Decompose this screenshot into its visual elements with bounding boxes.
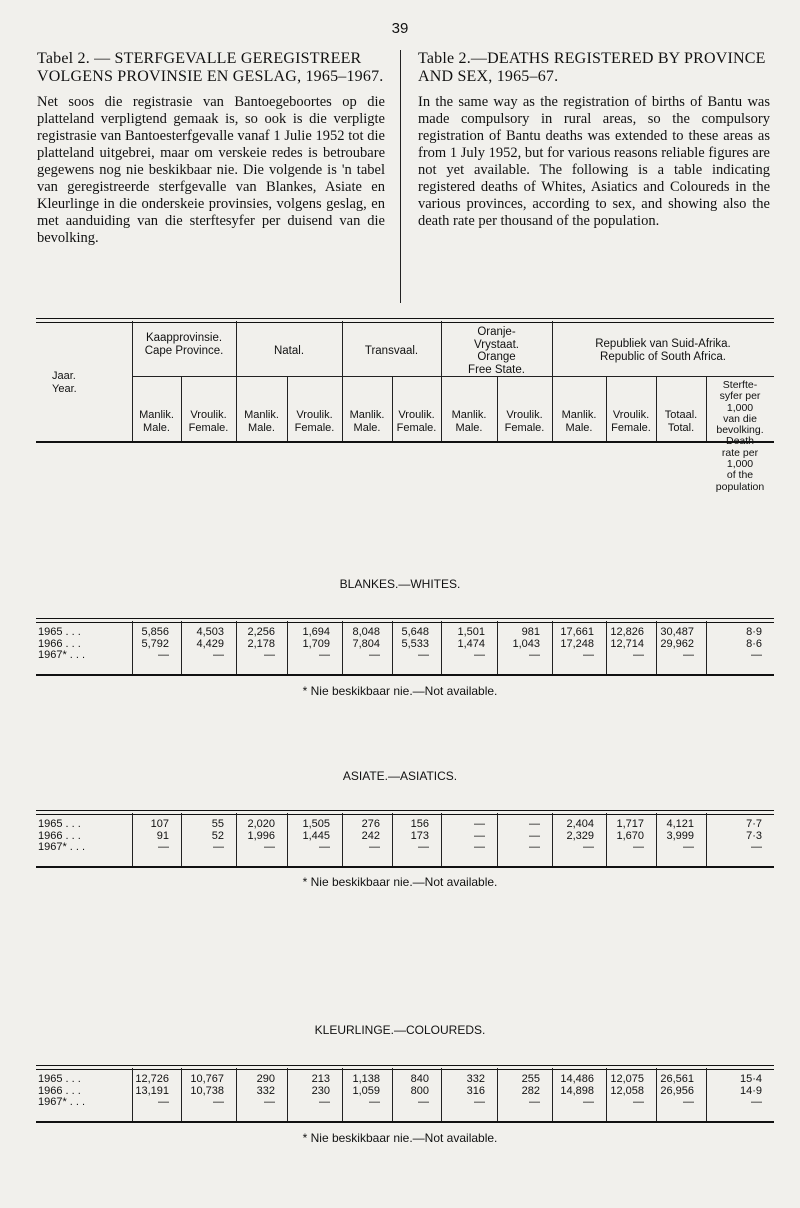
table-bottom-rule [36, 866, 774, 868]
table-cell: 52 [211, 829, 224, 842]
province-group-line: Orange [477, 351, 516, 363]
table-cell: 981 [521, 626, 540, 638]
province-group-header [236, 345, 342, 358]
row-year: 1967* . . . [38, 841, 86, 853]
table-cell: 17,661 [560, 626, 594, 638]
table-cell: 13,191 [135, 1084, 169, 1097]
column-header [287, 409, 342, 434]
section-title: BLANKES.—WHITES. [339, 577, 461, 591]
english-paragraph: In the same way as the registration of births of Bantu was made compulsory in rural areas, so the compulsory registration of Bantu deaths was extended to these areas as from 1 July 1952, but for various reasons reliable figures are not yet available. The following is a table indicating registered deaths of Whites, Asiatics and Coloureds in the various provinces, according to sex, and showing also the death rate per thousand of the population. [418, 94, 770, 229]
table-cell: — [751, 1096, 762, 1108]
column-header [236, 409, 287, 434]
data-table [36, 1065, 774, 1123]
column-divider [400, 50, 401, 303]
table-cell: — [583, 1096, 594, 1108]
table-cell: — [633, 1096, 644, 1108]
table-cell: 2,020 [247, 818, 275, 830]
footnote: * Nie beskikbaar nie.—Not available. [302, 1131, 498, 1145]
row-year: 1967* . . . [38, 649, 86, 661]
column-header-line: Male. [143, 421, 170, 434]
column-header-line: Sterfte- [722, 379, 758, 391]
table-cell: 332 [466, 1073, 485, 1085]
column-header [497, 409, 552, 434]
table-cell: 2,178 [247, 637, 275, 650]
table-cell: — [751, 841, 762, 853]
table-cell: 30,487 [660, 626, 694, 638]
table-cell: 5,648 [401, 626, 429, 638]
column-header [656, 409, 706, 434]
table-cell: 3,999 [666, 829, 694, 842]
province-group-line: Kaapprovinsie. [145, 332, 223, 344]
column-header-line: Vroulik. [506, 409, 543, 421]
table-cell: 156 [410, 818, 429, 830]
column-header-line: Vroulik. [296, 409, 333, 421]
table-cell: 107 [150, 818, 169, 830]
table-cell: 10,767 [190, 1073, 224, 1085]
province-group-line: Natal. [273, 345, 305, 357]
table-cell: 1,717 [616, 818, 644, 830]
table-cell: — [474, 649, 485, 661]
table-cell: — [474, 818, 485, 830]
province-group-line: Transvaal. [364, 345, 419, 357]
table-cell: — [264, 649, 275, 661]
province-group-line: Vrystaat. [474, 338, 519, 351]
column-header-line: Manlik. [244, 409, 279, 421]
table-cell: — [369, 841, 380, 853]
table-cell: 4,503 [196, 626, 224, 638]
page-number: 39 [391, 20, 409, 37]
column-header-line: 1,000 [726, 401, 754, 414]
table-cell: 1,474 [457, 637, 485, 650]
column-header-line: Vroulik. [190, 409, 227, 421]
column-header-line: Male. [353, 421, 381, 434]
row-year: 1965 . . . [38, 1073, 81, 1085]
table-cell: 8·6 [746, 637, 762, 650]
table-cell: — [418, 841, 429, 853]
table-cell: 8·9 [746, 626, 762, 638]
afrikaans-heading: Tabel 2. — STERFGEVALLE GEREGISTREER VOLGENS PROVINSIE EN GESLAG, 1965–1967. [37, 50, 384, 85]
table-cell: 1,996 [247, 829, 275, 842]
table-cell: — [158, 841, 169, 853]
table-cell: — [529, 649, 540, 661]
table-cell: — [683, 649, 694, 661]
table-top-rule [36, 810, 774, 815]
table-cell: 12,826 [610, 626, 644, 638]
table-cell: — [213, 649, 224, 661]
table-cell: — [158, 649, 169, 661]
column-header [552, 409, 606, 434]
province-group-header [441, 326, 552, 376]
table-cell: 173 [410, 829, 429, 842]
english-heading: Table 2.—DEATHS REGISTERED BY PROVINCE AND SEX, 1965–67. [418, 50, 766, 85]
province-group-line: Free State. [468, 363, 525, 376]
table-cell: 282 [521, 1084, 540, 1097]
table-cell: — [369, 649, 380, 661]
column-header-line: 1,000 [726, 458, 754, 471]
row-year: 1966 . . . [38, 637, 81, 650]
column-header-line: van die [723, 412, 757, 425]
table-cell: — [683, 841, 694, 853]
table-cell: 2,404 [566, 818, 594, 830]
table-cell: — [158, 1096, 169, 1108]
table-cell: 10,738 [190, 1084, 224, 1097]
column-header-line: Manlik. [349, 409, 385, 421]
table-cell: 840 [410, 1073, 429, 1085]
table-cell: 4,429 [196, 637, 224, 650]
table-cell: 91 [156, 829, 169, 842]
section-title: ASIATE.—ASIATICS. [342, 769, 458, 783]
row-year: 1967* . . . [38, 1096, 86, 1108]
table-cell: 15·4 [739, 1073, 762, 1085]
table-cell: 14,898 [560, 1084, 594, 1097]
table-cell: 2,329 [566, 829, 594, 842]
table-top-rule [36, 1065, 774, 1070]
table-cell: 1,445 [302, 829, 330, 842]
table-cell: 316 [466, 1084, 485, 1097]
table-cell: 276 [361, 818, 380, 830]
table-cell: 26,956 [660, 1084, 694, 1097]
province-group-line: Oranje- [477, 326, 516, 338]
data-table [36, 618, 774, 676]
row-year: 1965 . . . [38, 626, 81, 638]
table-cell: — [529, 829, 540, 842]
table-cell: — [418, 1096, 429, 1108]
column-header-line: Male. [455, 421, 483, 434]
table-cell: 7·7 [746, 818, 762, 830]
row-year: 1966 . . . [38, 1084, 81, 1097]
table-cell: — [474, 1096, 485, 1108]
table-cell: — [683, 1096, 694, 1108]
table-cell: — [319, 1096, 330, 1108]
column-header-line: bevolking. [716, 424, 764, 437]
table-cell: 8,048 [352, 626, 380, 638]
table-cell: 14,486 [560, 1073, 594, 1085]
column-header-line: population [715, 480, 765, 493]
province-group-header [342, 345, 441, 358]
column-header-line: Manlik. [451, 409, 487, 421]
english-column [418, 50, 770, 230]
table-cell: — [474, 829, 485, 842]
table-cell: — [529, 818, 540, 830]
table-cell: 242 [361, 829, 380, 842]
table-cell: 4,121 [666, 818, 694, 830]
column-header-line: Female. [504, 421, 545, 434]
table-cell: 2,256 [247, 626, 275, 638]
table-bottom-rule [36, 1121, 774, 1123]
table-cell: — [264, 841, 275, 853]
table-cell: 800 [410, 1084, 429, 1097]
table-cell: 12,058 [610, 1084, 644, 1097]
table-top-rule [36, 618, 774, 623]
column-header-line: Manlik. [139, 409, 174, 421]
column-header-line: syfer per [719, 390, 761, 403]
column-header-line: Female. [396, 421, 437, 434]
table-cell: — [583, 649, 594, 661]
table-cell: — [418, 649, 429, 661]
header-bottom-rule [36, 441, 774, 443]
table-cell: 332 [256, 1084, 275, 1097]
table-cell: 55 [211, 818, 224, 830]
table-cell: 1,059 [352, 1084, 380, 1097]
table-cell: 12,726 [135, 1073, 169, 1085]
column-header [706, 380, 774, 493]
section-title: KLEURLINGE.—COLOUREDS. [314, 1023, 486, 1037]
table-cell: 29,962 [660, 637, 694, 650]
year-header-line: Year. [52, 382, 77, 395]
table-cell: 7·3 [746, 829, 762, 842]
province-group-line: Republiek van Suid-Afrika. [595, 338, 731, 350]
table-cell: 12,075 [610, 1073, 644, 1085]
province-group-header [552, 338, 774, 363]
table-cell: — [583, 841, 594, 853]
year-header-line: Jaar. [52, 370, 76, 382]
column-header [342, 409, 392, 434]
table-header [36, 318, 774, 493]
table-cell: 1,043 [512, 637, 540, 650]
table-cell: — [213, 841, 224, 853]
column-header-line: Totaal. [664, 409, 698, 421]
table-cell: — [633, 649, 644, 661]
column-header-line: Manlik. [561, 409, 597, 421]
table-cell: — [319, 649, 330, 661]
table-cell: 5,533 [401, 637, 429, 650]
table-cell: 1,694 [302, 626, 330, 638]
table-cell: 5,792 [141, 637, 169, 650]
table-cell: — [264, 1096, 275, 1108]
table-cell: 14·9 [739, 1084, 762, 1097]
table-cell: 290 [256, 1073, 275, 1085]
column-header-line: Male. [248, 421, 275, 434]
table-cell: — [751, 649, 762, 661]
table-cell: — [213, 1096, 224, 1108]
table-cell: — [529, 841, 540, 853]
table-cell: — [369, 1096, 380, 1108]
column-header-line: of the [726, 469, 754, 482]
province-group-header [132, 332, 236, 357]
table-bottom-rule [36, 674, 774, 676]
column-header [132, 409, 181, 434]
table-cell: 1,138 [352, 1073, 380, 1085]
afrikaans-column [37, 50, 385, 247]
table-cell: 17,248 [560, 637, 594, 650]
column-header [606, 409, 656, 434]
table-cell: 213 [311, 1073, 330, 1085]
column-header [441, 409, 497, 434]
group-rule [132, 376, 774, 377]
row-year: 1966 . . . [38, 829, 81, 842]
header-top-rule [36, 318, 774, 323]
row-year: 1965 . . . [38, 818, 81, 830]
column-header-line: Vroulik. [612, 409, 650, 421]
table-cell: 1,709 [302, 637, 330, 650]
year-column-header [36, 370, 132, 395]
table-cell: — [319, 841, 330, 853]
table-cell: 26,561 [660, 1073, 694, 1085]
table-cell: 1,505 [302, 818, 330, 830]
table-cell: — [529, 1096, 540, 1108]
column-header-line: Female. [611, 421, 651, 434]
table-cell: 5,856 [141, 626, 169, 638]
province-group-line: Republic of South Africa. [600, 350, 726, 363]
table-cell: 1,670 [616, 829, 644, 842]
table-cell: — [474, 841, 485, 853]
table-cell: 7,804 [352, 637, 380, 650]
column-header [181, 409, 236, 434]
column-header-line: Total. [667, 421, 695, 434]
table-cell: 255 [521, 1073, 540, 1085]
column-header-line: rate per [721, 446, 759, 459]
afrikaans-paragraph: Net soos die registrasie van Bantoegeboortes op die platteland verpligtend gemaak is, so ook is die verpligte registrasie van Bantoesterfgevalle vanaf 1 Julie 1952 tot die platteland uitgebrei, maar om verskeie redes is betroubare gegewens nog nie beskikbaar nie. Die volgende is 'n tabel van geregistreerde sterfgevalle van Blankes, Asiate en Kleurlinge in die onderskeie provinsies, volgens geslag, en met aanduiding van die sterftesyfer per duisend van die bevolking. [37, 94, 385, 246]
column-header-line: Male. [565, 421, 593, 434]
table-cell: 230 [311, 1084, 330, 1097]
column-header-line: Female. [188, 421, 229, 434]
table-cell: 1,501 [457, 626, 485, 638]
data-table [36, 810, 774, 868]
footnote: * Nie beskikbaar nie.—Not available. [302, 875, 498, 889]
table-cell: 12,714 [610, 637, 644, 650]
column-header [392, 409, 441, 434]
column-header-line: Vroulik. [398, 409, 435, 421]
column-header-line: Death [725, 435, 755, 448]
column-header-line: Female. [294, 421, 335, 434]
footnote: * Nie beskikbaar nie.—Not available. [302, 684, 498, 698]
province-group-line: Cape Province. [144, 344, 224, 357]
table-cell: — [633, 841, 644, 853]
